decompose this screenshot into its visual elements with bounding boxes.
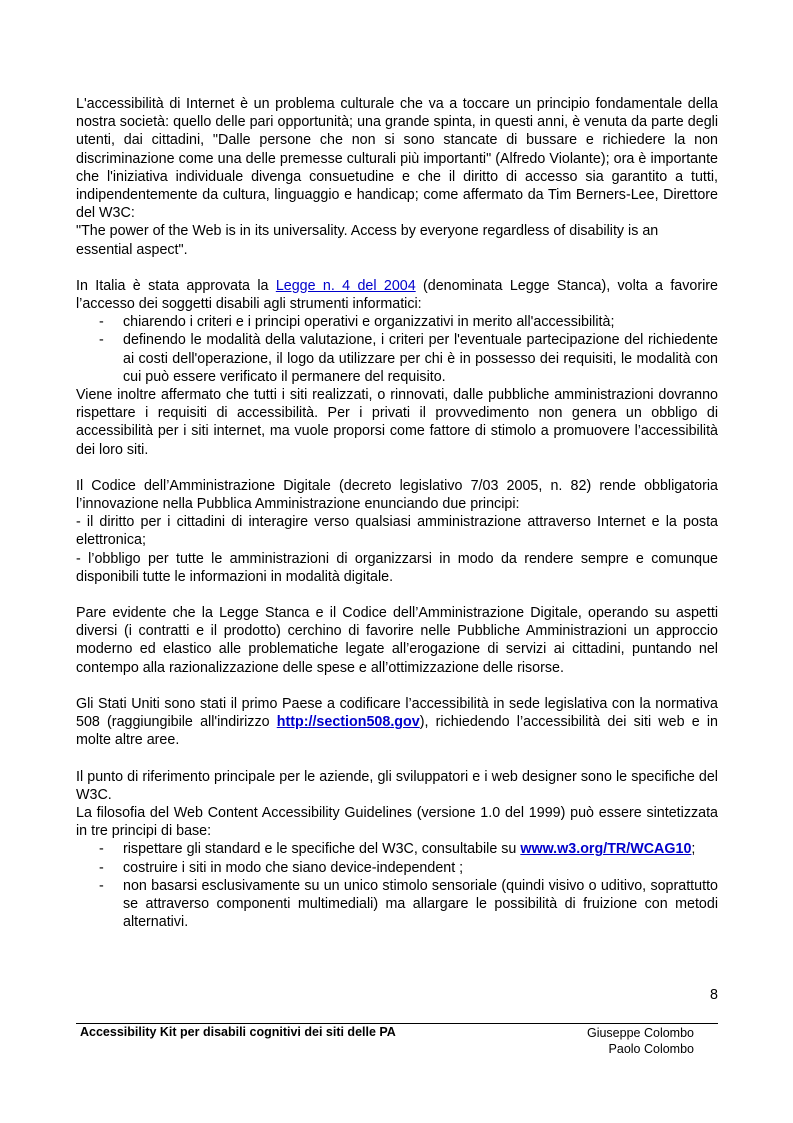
list-item xyxy=(76,840,718,858)
list-item-text: ; xyxy=(691,841,696,858)
footer-divider xyxy=(76,1023,718,1024)
page-number: 8 xyxy=(710,987,718,1003)
list-item-text: rispettare gli standard e le specifiche del W3C, consultabile su xyxy=(123,841,521,858)
principle-line: - il diritto per i cittadini di interagire verso qualsiasi amministrazione attraverso Internet e la posta elettronica; xyxy=(76,514,718,549)
list-item: - definendo le modalità della valutazione, i criteri per l'eventuale partecipazione del richiedente ai costi dell'operazione, il logo da utilizzare per chi è in possesso dei requisiti, le modalità con cui può essere verificato il permanere del requisito. xyxy=(76,331,718,386)
list-item: - chiarendo i criteri e i principi operativi e organizzativi in merito all'accessibilità; xyxy=(76,313,718,331)
paragraph-legge-stanca xyxy=(76,277,718,313)
section508-link[interactable]: http://section508.gov xyxy=(276,714,420,731)
paragraph-stati-uniti xyxy=(76,695,718,750)
wcag-link[interactable]: www.w3.org/TR/WCAG10 xyxy=(520,841,692,858)
list-item: - costruire i siti in modo che siano device-independent ; xyxy=(76,859,718,877)
spacer xyxy=(76,586,718,604)
paragraph-pubbliche-amministrazioni: Viene inoltre affermato che tutti i siti realizzati, o rinnovati, dalle pubbliche amministrazioni dovranno rispettare i requisiti di accessibilità. Per i privati il provvedimento non genera un obbligo di accessibilità per i siti internet, ma vuole proporsi come fattore di stimolo a promuovere l’accessibilità dei loro siti. xyxy=(76,387,718,458)
berners-lee-quote: "The power of the Web is in its universality. Access by everyone regardless of disability is an essential aspect". xyxy=(76,223,659,258)
paragraph-text: In Italia è stata approvata la xyxy=(76,277,276,294)
footer-authors xyxy=(560,1025,694,1057)
page-body xyxy=(76,95,718,931)
author-name: Giuseppe Colombo xyxy=(586,1026,694,1040)
paragraph-text: Gli Stati Uniti sono stati il primo Paese a codificare l’accessibilità in sede legislativa con la normativa 508 (raggiungibile all'indirizzo xyxy=(76,695,718,731)
spacer xyxy=(76,677,718,695)
paragraph-text: ), richiedendo l’accessibilità dei siti web e in molte altre aree. xyxy=(76,714,718,749)
paragraph-w3c-reference: Il punto di riferimento principale per le aziende, gli sviluppatori e i web designer sono le specifiche del W3C. xyxy=(76,768,718,803)
list-item: - non basarsi esclusivamente su un unico stimolo sensoriale (quindi visivo o uditivo, soprattutto se attraverso componenti multimediali) ma allargare le possibilità di fruizione con metodi alternativi. xyxy=(76,877,718,932)
paragraph-legge-e-codice: Pare evidente che la Legge Stanca e il Codice dell’Amministrazione Digitale, operando su aspetti diversi (i contratti e il prodotto) cerchino di favorire nelle Pubbliche Amministrazioni un approccio moderno ed elastico alle problematiche legate all’erogazione di servizi ai cittadini, puntando nel contempo alla razionalizzazione delle spese e all’ottimizzazione delle risorse. xyxy=(76,605,718,676)
paragraph-accessibility-culture: L'accessibilità di Internet è un problema culturale che va a toccare un principio fondamentale della nostra società: quello delle pari opportunità; una grande spinta, in questi anni, è venuta da parte degli utenti, dai cittadini, "Dalle persone che non si sono stancate di bussare e richiedere la non discriminazione come una delle premesse culturali più importanti" (Alfredo Violante); ora è importante che l'iniziativa individuale divenga consuetudine e che il diritto di accesso sia garantito a tutti, indipendentemente da cultura, linguaggio e handicap; come affermato da Tim Berners-Lee, Direttore del W3C: xyxy=(76,96,718,222)
author-name: Paolo Colombo xyxy=(608,1042,694,1056)
legge-link[interactable]: Legge n. 4 del 2004 xyxy=(275,277,416,294)
principle-line: - l’obbligo per tutte le amministrazioni di organizzarsi in modo da rendere sempre e comunque disponibili tutte le informazioni in modalità digitale. xyxy=(76,550,718,585)
spacer xyxy=(76,750,718,768)
wcag-principles-list xyxy=(76,840,718,931)
footer-title: Accessibility Kit per disabili cognitivi dei siti delle PA xyxy=(80,1025,396,1039)
spacer xyxy=(76,459,718,477)
paragraph-codice-digitale: Il Codice dell’Amministrazione Digitale (decreto legislativo 7/03 2005, n. 82) rende obbligatoria l’innovazione nella Pubblica Amministrazione enunciando due principi: xyxy=(76,477,718,513)
legge-principles-list xyxy=(76,313,718,386)
paragraph-wcag-philosophy: La filosofia del Web Content Accessibility Guidelines (versione 1.0 del 1999) può essere sintetizzata in tre principi di base: xyxy=(76,804,718,840)
spacer xyxy=(76,259,718,277)
paragraph-text: (denominata Legge Stanca), volta a favorire l’accesso dei soggetti disabili agli strumenti informatici: xyxy=(76,277,719,313)
